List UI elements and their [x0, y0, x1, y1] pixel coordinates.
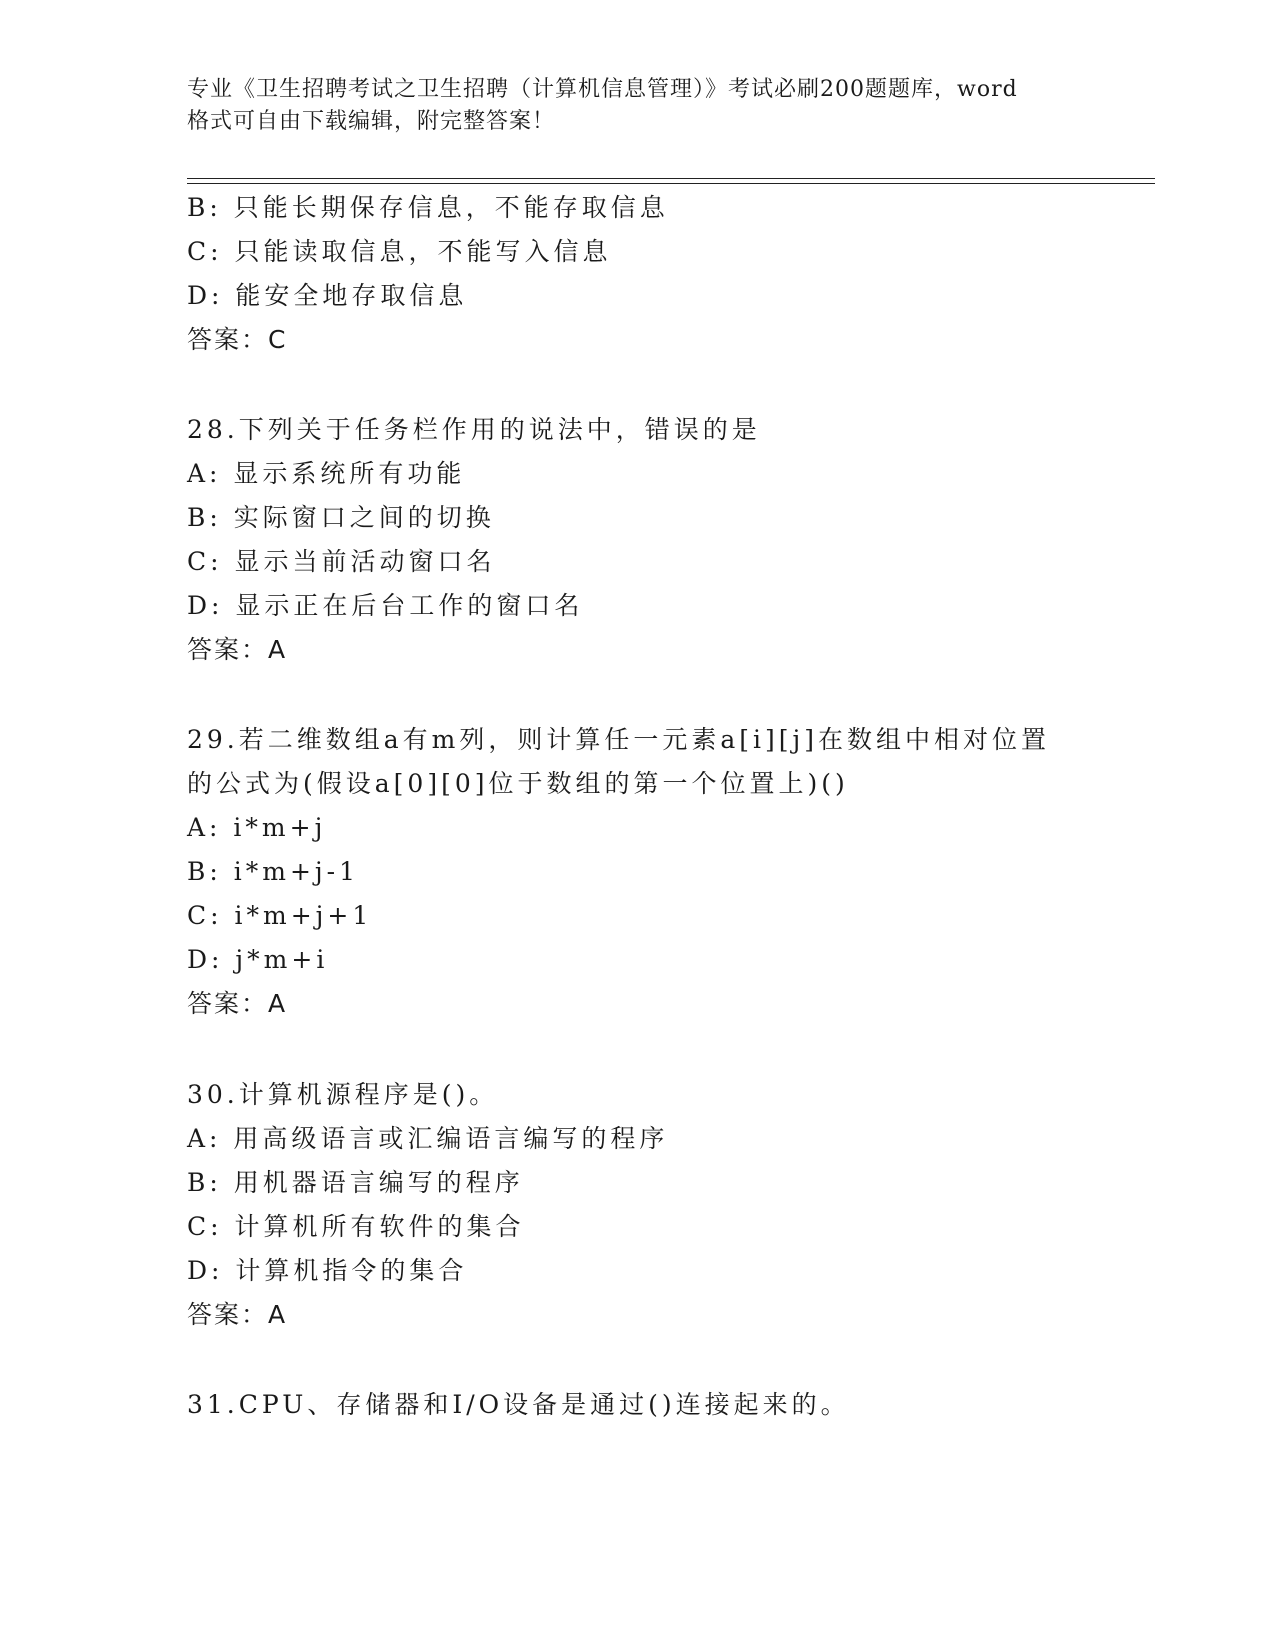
q29-question-line1: 29.若二维数组a有m列，则计算任一元素a[i][j]在数组中相对位置 — [187, 725, 1051, 754]
q27-option-d: D: 能安全地存取信息 — [187, 281, 468, 310]
q28-option-a: A: 显示系统所有功能 — [187, 459, 466, 488]
q28-option-b: B: 实际窗口之间的切换 — [187, 503, 495, 532]
q28-option-c: C: 显示当前活动窗口名 — [187, 547, 496, 576]
q30-option-c: C: 计算机所有软件的集合 — [187, 1212, 525, 1241]
q28-option-d: D: 显示正在后台工作的窗口名 — [187, 591, 584, 620]
q29-option-a: A: i*m+j — [187, 813, 327, 842]
q27-option-b: B: 只能长期保存信息，不能存取信息 — [187, 193, 669, 222]
q29-option-d: D: j*m+i — [187, 945, 329, 974]
header-divider-top — [187, 178, 1155, 179]
header-title-line2: 格式可自由下载编辑，附完整答案！ — [187, 109, 556, 134]
q30-answer: 答案：A — [187, 1300, 288, 1329]
q31-question: 31.CPU、存储器和I/O设备是通过()连接起来的。 — [187, 1390, 850, 1419]
q30-option-d: D: 计算机指令的集合 — [187, 1256, 468, 1285]
q29-answer: 答案：A — [187, 989, 288, 1018]
q29-question-line2: 的公式为(假设a[0][0]位于数组的第一个位置上)() — [187, 769, 849, 798]
q30-option-b: B: 用机器语言编写的程序 — [187, 1168, 524, 1197]
q30-option-a: A: 用高级语言或汇编语言编写的程序 — [187, 1124, 669, 1153]
q29-option-c: C: i*m+j+1 — [187, 901, 373, 930]
q30-question: 30.计算机源程序是()。 — [187, 1080, 499, 1109]
q29-option-b: B: i*m+j-1 — [187, 857, 359, 886]
q27-answer: 答案：C — [187, 325, 288, 354]
header-title-line1: 专业《卫生招聘考试之卫生招聘（计算机信息管理）》考试必刷200题题库，word — [187, 77, 1018, 102]
q27-option-c: C: 只能读取信息，不能写入信息 — [187, 237, 612, 266]
q28-answer: 答案：A — [187, 635, 288, 664]
document-header — [187, 74, 1087, 138]
q28-question: 28.下列关于任务栏作用的说法中，错误的是 — [187, 415, 761, 444]
header-divider-bottom — [187, 183, 1155, 184]
